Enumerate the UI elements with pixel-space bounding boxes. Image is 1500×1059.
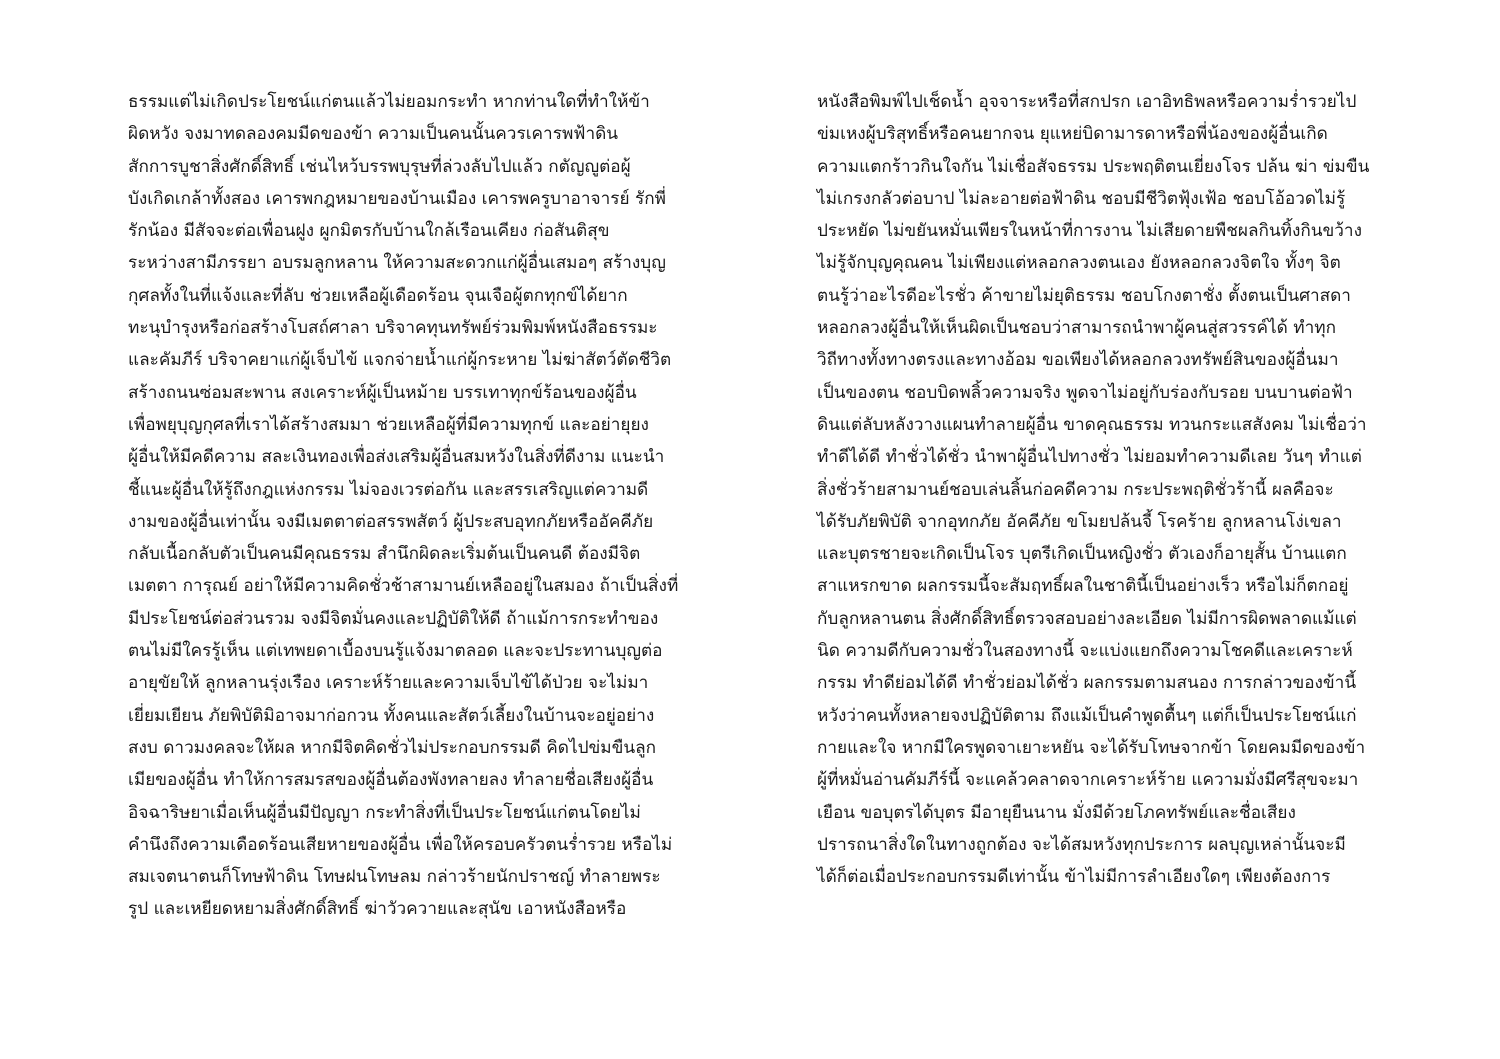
left-page-line: งามของผู้อื่นเท่านั้น จงมีเมตตาต่อสรรพสัตว์ ผู้ประสบอุทกภัยหรืออัคคีภัย [128, 511, 654, 532]
left-page-line: กลับเนื้อกลับตัวเป็นคนมีคุณธรรม สำนึกผิดละเริ่มต้นเป็นคนดี ต้องมีจิต [128, 544, 641, 565]
right-page-line: ทำดีได้ดี ทำชั่วได้ชั่ว นำพาผู้อื่นไปทางชั่ว ไม่ยอมทำความดีเลย วันๆ ทำแต่ [817, 447, 1362, 468]
left-page-line: ผู้อื่นให้มีคดีความ สละเงินทองเพื่อส่งเสริมผู้อื่นสมหวังในสิ่งที่ดีงาม แนะนำ [128, 447, 665, 468]
left-page-line: อิจฉาริษยาเมื่อเห็นผู้อื่นมีปัญญา กระทำสิ่งที่เป็นประโยชน์แก่ตนโดยไม่ [128, 802, 641, 823]
left-page-line: รูป และเหยียดหยามสิ่งศักดิ์สิทธิ์ ฆ่าวัวควายและสุนัข เอาหนังสือหรือ [128, 899, 627, 920]
left-page-line: เยี่ยมเยียน ภัยพิบัติมิอาจมาก่อกวน ทั้งคนและสัตว์เลี้ยงในบ้านจะอยู่อย่าง [128, 705, 655, 726]
right-page-line: ตนรู้ว่าอะไรดีอะไรชั่ว ค้าขายไม่ยุติธรรม ชอบโกงตาชั่ง ตั้งตนเป็นศาสดา [817, 285, 1351, 306]
right-page-line: ได้รับภัยพิบัติ จากอุทกภัย อัคคีภัย ขโมยปล้นจี้ โรคร้าย ลูกหลานโง่เขลา [817, 511, 1342, 532]
right-page-line: หนังสือพิมพ์ไปเช็ดน้ำ อุจจาระหรือที่สกปรก เอาอิทธิพลหรือความร่ำรวยไป [817, 92, 1357, 112]
right-page-line: เป็นของตน ชอบบิดพลิ้วความจริง พูดจาไม่อยู่กับร่องกับรอย บนบานต่อฟ้า [817, 382, 1353, 403]
right-page-line: หลอกลวงผู้อื่นให้เห็นผิดเป็นชอบว่าสามารถนำพาผู้คนสู่สวรรค์ได้ ทำทุก [817, 318, 1336, 339]
left-page-line: ชี้แนะผู้อื่นให้รู้ถึงกฎแห่งกรรม ไม่จองเวรต่อกัน และสรรเสริญแต่ความดี [128, 479, 649, 500]
right-page-line: กรรม ทำดีย่อมได้ดี ทำชั่วย่อมได้ชั่ว ผลกรรมตามสนอง การกล่าวของข้านี้ [817, 673, 1357, 694]
left-page-line: เมตตา การุณย์ อย่าให้มีความคิดชั่วช้าสามานย์เหลืออยู่ในสมอง ถ้าเป็นสิ่งที่ [128, 576, 679, 597]
left-page-line: และคัมภีร์ บริจาคยาแก่ผู้เจ็บไข้ แจกจ่ายน้ำแก่ผู้กระหาย ไม่ฆ่าสัตว์ตัดชีวิต [128, 350, 672, 371]
left-page-line: รักน้อง มีสัจจะต่อเพื่อนฝูง ผูกมิตรกับบ้านใกล้เรือนเคียง ก่อสันติสุข [128, 221, 610, 242]
left-page-text [128, 86, 694, 926]
right-page-line: ไม่เกรงกลัวต่อบาป ไม่ละอายต่อฟ้าดิน ชอบมีชีวิตฟุ้งเฟ้อ ชอบโอ้อวดไม่รู้ [817, 188, 1346, 209]
left-page-line: สมเจตนาตนก็โทษฟ้าดิน โทษฝนโทษลม กล่าวร้ายนักปราชญ์ ทำลายพระ [128, 867, 661, 888]
right-page-line: ได้ก็ต่อเมื่อประกอบกรรมดีเท่านั้น ข้าไม่มีการลำเอียงใดๆ เพียงต้องการ [817, 867, 1331, 888]
left-page-line: สักการบูชาสิ่งศักดิ์สิทธิ์ เช่นไหว้บรรพบุรุษที่ล่วงลับไปแล้ว กตัญญูต่อผู้ [128, 156, 631, 177]
left-page-line: ระหว่างสามีภรรยา อบรมลูกหลาน ให้ความสะดวกแก่ผู้อื่นเสมอๆ สร้างบุญ [128, 253, 666, 274]
left-page-line: อายุขัยให้ ลูกหลานรุ่งเรือง เคราะห์ร้ายและความเจ็บไข้ได้ป่วย จะไม่มา [128, 673, 649, 694]
left-page-line: ผิดหวัง จงมาทดลองคมมีดของข้า ความเป็นคนนั้นควรเคารพฟ้าดิน [128, 124, 619, 145]
left-page-line: เพื่อพยุบุญกุศลที่เราได้สร้างสมมา ช่วยเหลือผู้ที่มีความทุกข์ และอย่ายุยง [128, 414, 649, 435]
left-page-line: เมียของผู้อื่น ทำให้การสมรสของผู้อื่นต้องพังทลายลง ทำลายชื่อเสียงผู้อื่น [128, 770, 654, 791]
right-page-line: เยือน ขอบุตรได้บุตร มีอายุยืนนาน มั่งมีด้วยโภคทรัพย์และชื่อเสียง [817, 802, 1296, 823]
right-page-line: ประหยัด ไม่ขยันหมั่นเพียรในหน้าที่การงาน ไม่เสียดายพืชผลกินทิ้งกินขว้าง [817, 221, 1362, 242]
right-page-line: สิ่งชั่วร้ายสามานย์ชอบเล่นลิ้นก่อคดีความ กระประพฤติชั่วร้านี้ ผลคือจะ [817, 479, 1334, 500]
right-page-line: ความแตกร้าวกินใจกัน ไม่เชื่อสัจธรรม ประพฤติตนเยี่ยงโจร ปล้น ฆ่า ข่มขืน [817, 156, 1370, 177]
left-page-line: มีประโยชน์ต่อส่วนรวม จงมีจิตมั่นคงและปฏิบัติให้ดี ถ้าแม้การกระทำของ [128, 608, 659, 629]
left-page-line: สงบ ดาวมงคลจะให้ผล หากมีจิตคิดชั่วไม่ประกอบกรรมดี คิดไปข่มขืนลูก [128, 737, 657, 758]
left-page-line: กุศลทั้งในที่แจ้งและที่ลับ ช่วยเหลือผู้เดือดร้อน จุนเจือผู้ตกทุกข์ได้ยาก [128, 285, 628, 306]
left-page-line: บังเกิดเกล้าทั้งสอง เคารพกฎหมายของบ้านเมือง เคารพครูบาอาจารย์ รักพี่ [128, 188, 666, 209]
right-page-line: สาแหรกขาด ผลกรรมนี้จะสัมฤทธิ์ผลในชาตินี้เป็นอย่างเร็ว หรือไม่ก็ตกอยู่ [817, 576, 1349, 597]
left-page-line: สร้างถนนซ่อมสะพาน สงเคราะห์ผู้เป็นหม้าย บรรเทาทุกข์ร้อนของผู้อื่น [128, 382, 637, 403]
right-page-line: กับลูกหลานตน สิ่งศักดิ์สิทธิ์ตรวจสอบอย่างละเอียด ไม่มีการผิดพลาดแม้แต่ [817, 608, 1357, 629]
right-page-line: ดินแต่ลับหลังวางแผนทำลายผู้อื่น ขาดคุณธรรม ทวนกระแสสังคม ไม่เชื่อว่า [817, 414, 1367, 435]
right-page-text [817, 86, 1383, 893]
left-page-line: ตนไม่มีใครรู้เห็น แต่เทพยดาเบื้องบนรู้แจ้งมาตลอด และจะประทานบุญต่อ [128, 641, 663, 662]
right-page-line: ข่มเหงผู้บริสุทธิ์หรือคนยากจน ยุแหย่บิดามารดาหรือพี่น้องของผู้อื่นเกิด [817, 124, 1328, 145]
left-page-line: ทะนุบำรุงหรือก่อสร้างโบสถ์ศาลา บริจาคทุนทรัพย์ร่วมพิมพ์หนังสือธรรมะ [128, 318, 658, 339]
left-page-line: ธรรมแต่ไม่เกิดประโยชน์แก่ตนแล้วไม่ยอมกระทำ หากท่านใดที่ทำให้ข้า [128, 92, 650, 112]
right-page-line: นิด ความดีกับความชั่วในสองทางนี้ จะแบ่งแยกถึงความโชคดีและเคราะห์ [817, 641, 1353, 662]
right-page-line: วิถีทางทั้งทางตรงและทางอ้อม ขอเพียงได้หลอกลวงทรัพย์สินของผู้อื่นมา [817, 350, 1339, 371]
right-page-line: หวังว่าคนทั้งหลายจงปฏิบัติตาม ถึงแม้เป็นคำพูดตื้นๆ แต่ก็เป็นประโยชน์แก่ [817, 705, 1357, 726]
right-page-line: ผู้ที่หมั่นอ่านคัมภีร์นี้ จะแคล้วคลาดจากเคราะห์ร้าย แความมั่งมีศรีสุขจะมา [817, 770, 1359, 791]
right-page-line: ปรารถนาสิ่งใดในทางถูกต้อง จะได้สมหวังทุกประการ ผลบุญเหล่านั้นจะมี [817, 834, 1346, 855]
right-page-line: กายและใจ หากมีใครพูดจาเยาะหยัน จะได้รับโทษจากข้า โดยคมมีดของข้า [817, 737, 1366, 758]
left-page-line: คำนึงถึงความเดือดร้อนเสียหายของผู้อื่น เพื่อให้ครอบครัวตนร่ำรวย หรือไม่ [128, 834, 673, 855]
right-page-line: ไม่รู้จักบุญคุณคน ไม่เพียงแต่หลอกลวงตนเอง ยังหลอกลวงจิตใจ ทั้งๆ จิต [817, 253, 1341, 274]
right-page-line: และบุตรชายจะเกิดเป็นโจร บุตรีเกิดเป็นหญิงชั่ว ตัวเองก็อายุสั้น บ้านแตก [817, 544, 1347, 565]
